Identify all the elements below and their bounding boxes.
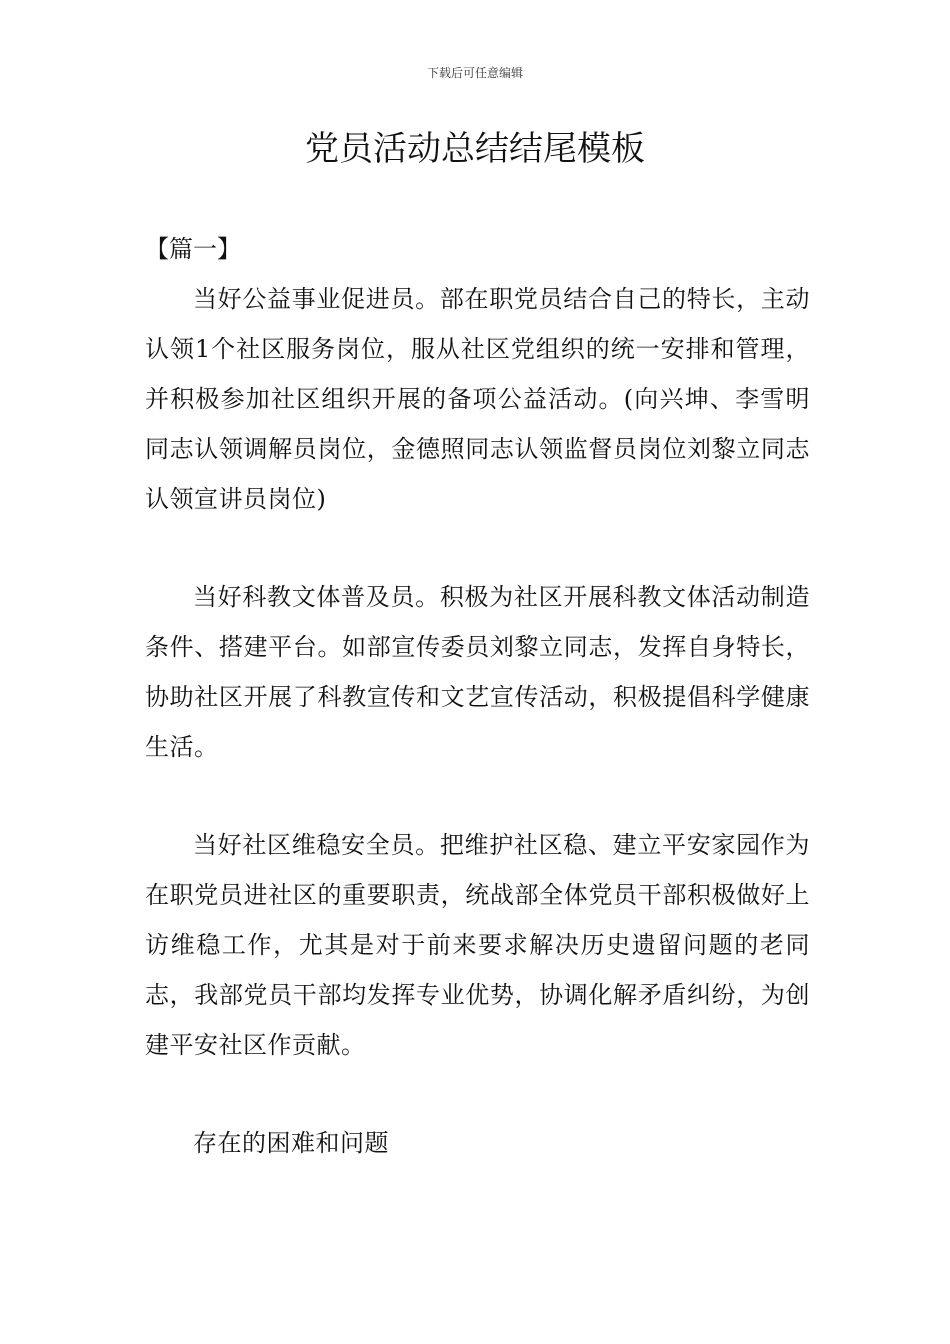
section-label: 【篇一】 xyxy=(145,235,241,263)
paragraph-difficulties-heading: 存在的困难和问题 xyxy=(193,1129,389,1157)
paragraph-community-stability: 当好社区维稳安全员。把维护社区稳、建立平安家园作为在职党员进社区的重要职责，统战部全体党员干部积极做好上访维稳工作，尤其是对于前来要求解决历史遗留问题的老同志，我部党员干部均发挥专业优势，协调化解矛盾纠纷，为创建平安社区作贡献。 xyxy=(145,831,810,1059)
paragraph-public-welfare: 当好公益事业促进员。部在职党员结合自己的特长，主动认领1个社区服务岗位，服从社区党组织的统一安排和管理，并积极参加社区组织开展的备项公益活动。(向兴坤、李雪明同志认领调解员岗位，金德照同志认领监督员岗位刘黎立同志认领宣讲员岗位) xyxy=(145,285,810,513)
paragraph-science-education: 当好科教文体普及员。积极为社区开展科教文体活动制造条件、搭建平台。如部宣传委员刘黎立同志，发挥自身特长，协助社区开展了科教宣传和文艺宣传活动，积极提倡科学健康生活。 xyxy=(145,583,810,761)
document-title: 党员活动总结结尾模板 xyxy=(305,129,645,169)
page-header-note: 下载后可任意编辑 xyxy=(426,66,523,80)
